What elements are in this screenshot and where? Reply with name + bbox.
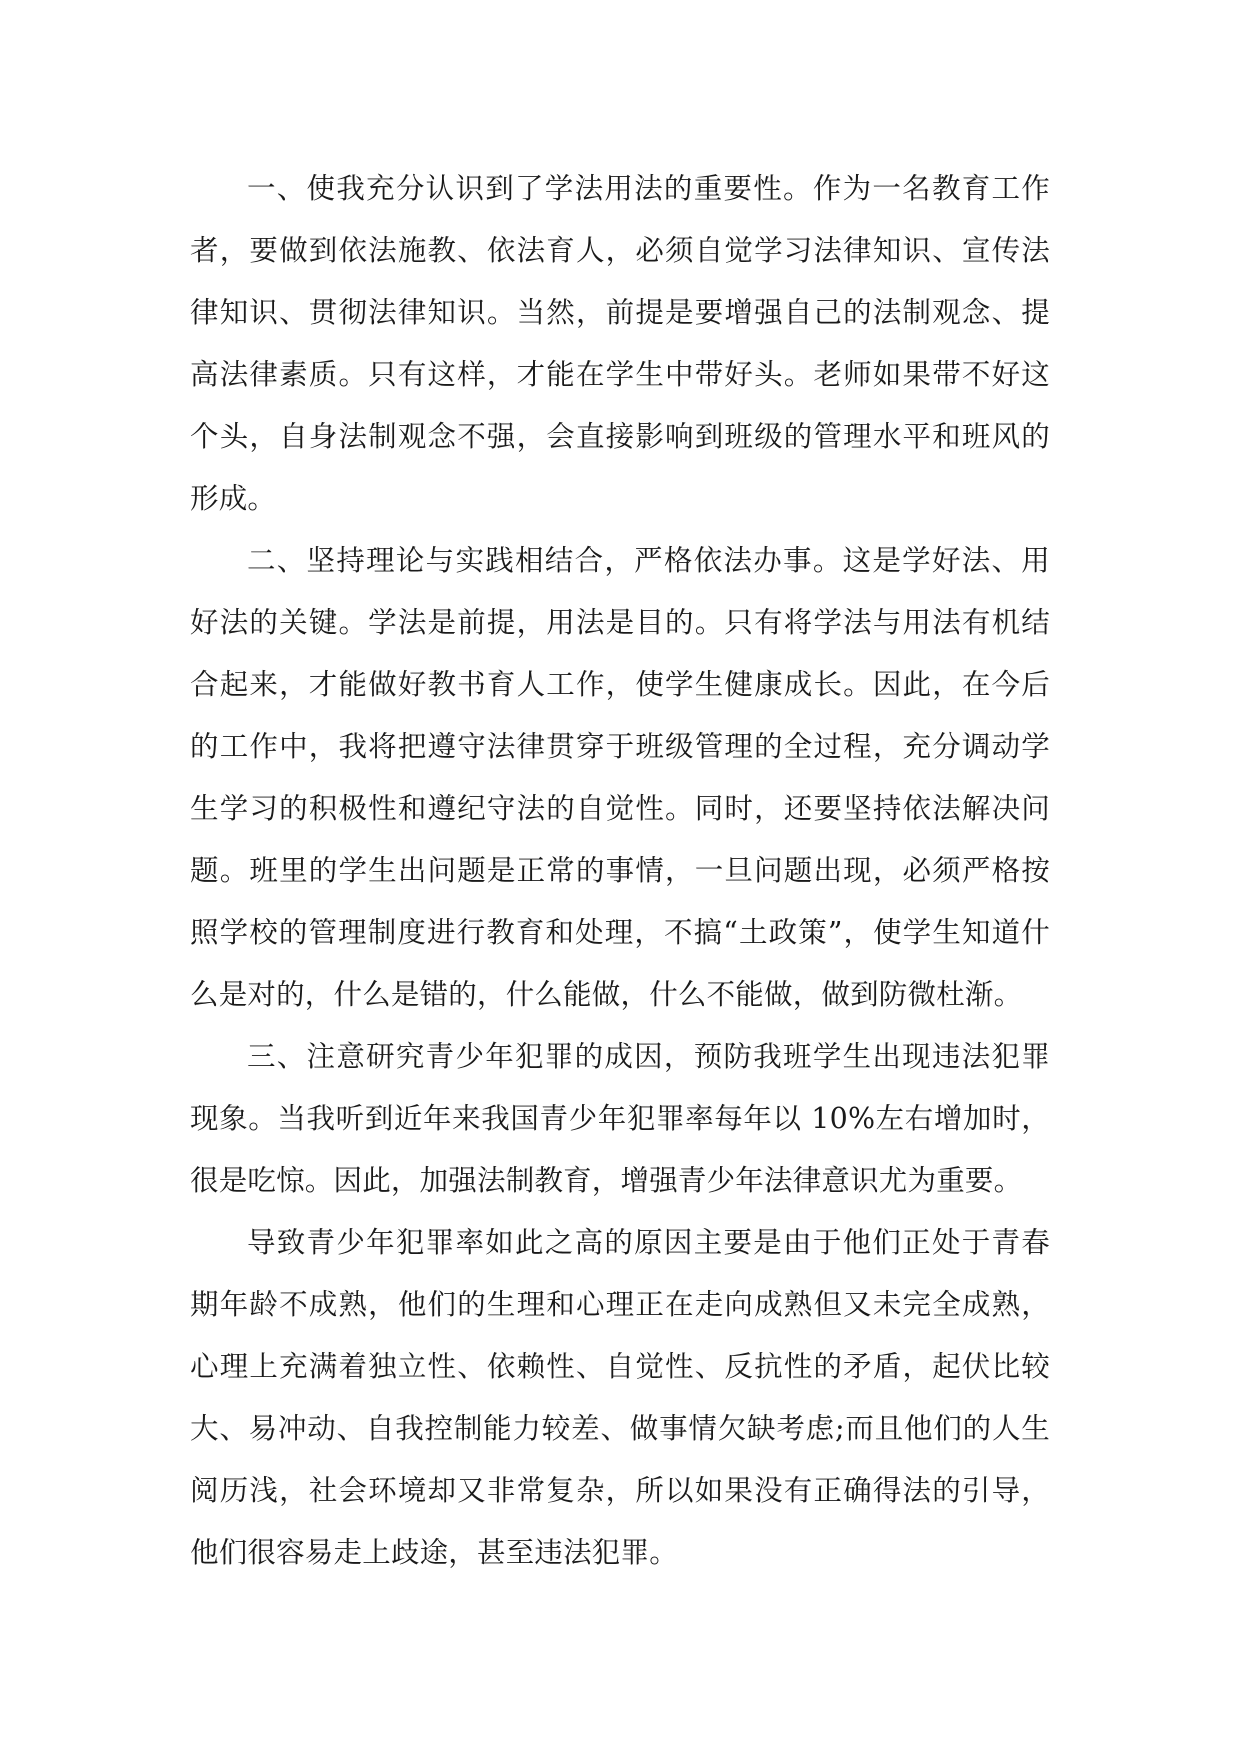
paragraph-4: 导致青少年犯罪率如此之高的原因主要是由于他们正处于青春期年龄不成熟，他们的生理和心理正在走向成熟但又未完全成熟，心理上充满着独立性、依赖性、自觉性、反抗性的矛盾，起伏比较大、易冲动、自我控制能力较差、做事情欠缺考虑;而且他们的人生阅历浅，社会环境却又非常复杂，所以如果没有正确得法的引导，他们很容易走上歧途，甚至违法犯罪。	[190, 1226, 1050, 1569]
paragraph-1: 一、使我充分认识到了学法用法的重要性。作为一名教育工作者，要做到依法施教、依法育人，必须自觉学习法律知识、宣传法律知识、贯彻法律知识。当然，前提是要增强自己的法制观念、提高法律素质。只有这样，才能在学生中带好头。老师如果带不好这个头，自身法制观念不强，会直接影响到班级的管理水平和班风的形成。	[190, 172, 1050, 515]
document-body	[190, 158, 1050, 1584]
paragraph-3: 三、注意研究青少年犯罪的成因，预防我班学生出现违法犯罪现象。当我听到近年来我国青少年犯罪率每年以 10%左右增加时，很是吃惊。因此，加强法制教育，增强青少年法律意识尤为重要。	[190, 1040, 1050, 1197]
paragraph-2: 二、坚持理论与实践相结合，严格依法办事。这是学好法、用好法的关键。学法是前提，用法是目的。只有将学法与用法有机结合起来，才能做好教书育人工作，使学生健康成长。因此，在今后的工作中，我将把遵守法律贯穿于班级管理的全过程，充分调动学生学习的积极性和遵纪守法的自觉性。同时，还要坚持依法解决问题。班里的学生出问题是正常的事情，一旦问题出现，必须严格按照学校的管理制度进行教育和处理，不搞“土政策”，使学生知道什么是对的，什么是错的，什么能做，什么不能做，做到防微杜渐。	[190, 544, 1050, 1011]
